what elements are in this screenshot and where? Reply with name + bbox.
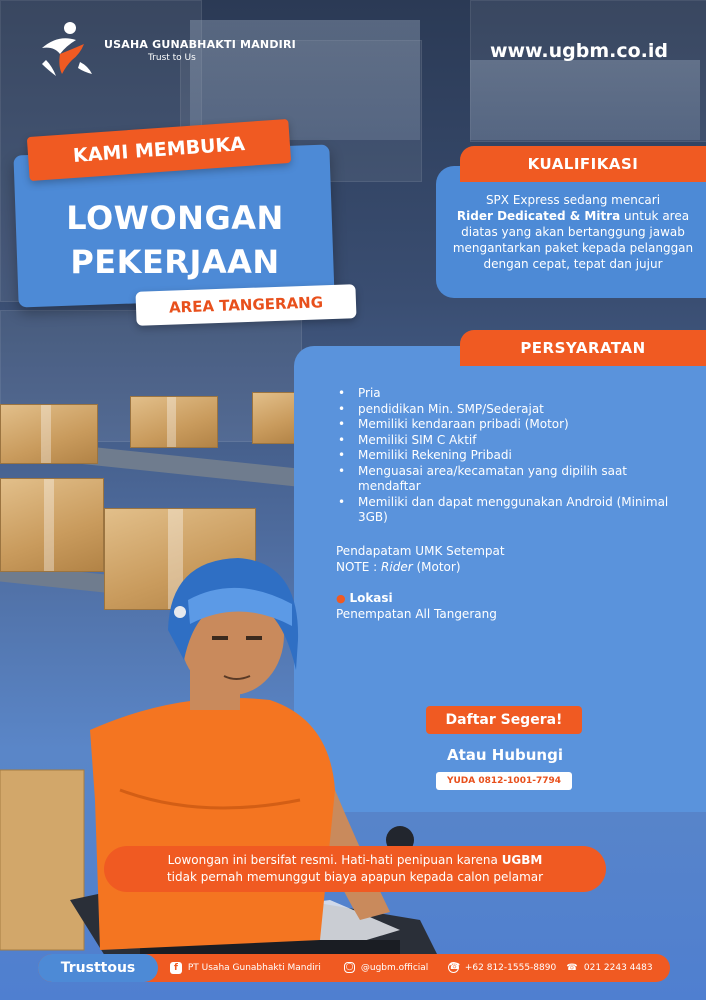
kualifikasi-title: KUALIFIKASI (460, 146, 706, 182)
lokasi-title: Lokasi (349, 591, 393, 605)
brand-tagline: Trust to Us (148, 52, 196, 63)
kualifikasi-text-bold: Rider Dedicated & Mitra (456, 209, 621, 223)
note-rider: Rider (381, 559, 413, 574)
daftar-button[interactable]: Daftar Segera! (426, 706, 582, 734)
footer-trust-label: Trusttous (38, 954, 158, 982)
headline-line2: PEKERJAAN (70, 243, 280, 281)
brand-name: USAHA GUNABHAKTI MANDIRI (104, 37, 296, 51)
location-pin-icon: ● (336, 592, 346, 605)
requirement-item: • Pria (336, 386, 686, 402)
facebook-text: PT Usaha Gunabhakti Mandiri (187, 963, 321, 973)
carried-box (0, 770, 84, 950)
website-link[interactable]: www.ugbm.co.id (489, 40, 668, 62)
footer-phone[interactable] (566, 954, 653, 982)
whatsapp-text: +62 812-1555-8890 (464, 963, 557, 973)
parcel-box (0, 404, 98, 464)
headline-title (30, 196, 320, 284)
requirement-item: • Memiliki kendaraan pribadi (Motor) (336, 417, 686, 433)
footer-whatsapp[interactable] (448, 954, 556, 982)
requirement-item: • Memiliki SIM C Aktif (336, 433, 686, 449)
background-crate (470, 60, 700, 140)
ugbm-logo-icon (36, 20, 96, 80)
opening-banner: KAMI MEMBUKA (27, 119, 291, 181)
scam-warning (104, 846, 606, 892)
kualifikasi-text-before: SPX Express sedang mencari (485, 193, 661, 207)
parcel-box (252, 392, 298, 444)
requirement-item: • Memiliki Rekening Pribadi (336, 448, 686, 464)
requirement-item: • Memiliki dan dapat menggunakan Android (Minimal 3GB) (336, 495, 686, 526)
courier-rider-illustration (0, 540, 470, 1000)
parcel-box (130, 396, 218, 448)
footer-facebook[interactable] (170, 954, 321, 982)
lokasi-text: Penempatan All Tangerang (336, 606, 497, 621)
kualifikasi-text (440, 192, 706, 272)
warning-text-before: Lowongan ini bersifat resmi. Hati-hati penipuan karena (167, 853, 498, 867)
note-suffix: (Motor) (416, 559, 461, 574)
requirement-item: • Menguasai area/kecamatan yang dipilih saat mendaftar (336, 464, 686, 495)
persyaratan-title: PERSYARATAN (460, 330, 706, 366)
kualifikasi-text-after: untuk area diatas yang akan bertanggung jawab mengantarkan paket kepada pelanggan dengan cepat, tepat dan jujur (452, 209, 694, 271)
facebook-icon: f (170, 962, 182, 974)
footer-instagram[interactable] (344, 954, 428, 982)
phone-text: 021 2243 4483 (583, 963, 653, 973)
warning-text-bold: UGBM (501, 853, 543, 867)
requirement-item: • pendidikan Min. SMP/Sederajat (336, 402, 686, 418)
note-prefix: NOTE : (336, 559, 378, 574)
phone-icon: ☎ (566, 962, 578, 973)
income-text: Pendapatam UMK Setempat (336, 544, 505, 558)
instagram-icon: ○ (345, 962, 354, 972)
warning-text-after: tidak pernah memunggut biaya apapun kepada calon pelamar (166, 870, 544, 884)
whatsapp-icon: ☎ (449, 962, 461, 972)
requirements-list (336, 386, 686, 526)
atau-hubungi-label: Atau Hubungi (446, 746, 563, 764)
brand-logo (36, 20, 296, 80)
instagram-text: @ugbm.official (360, 963, 429, 973)
area-badge: AREA TANGERANG (135, 284, 356, 326)
contact-badge[interactable]: YUDA 0812-1001-7794 (436, 772, 572, 790)
headline-line1: LOWONGAN (66, 199, 284, 237)
